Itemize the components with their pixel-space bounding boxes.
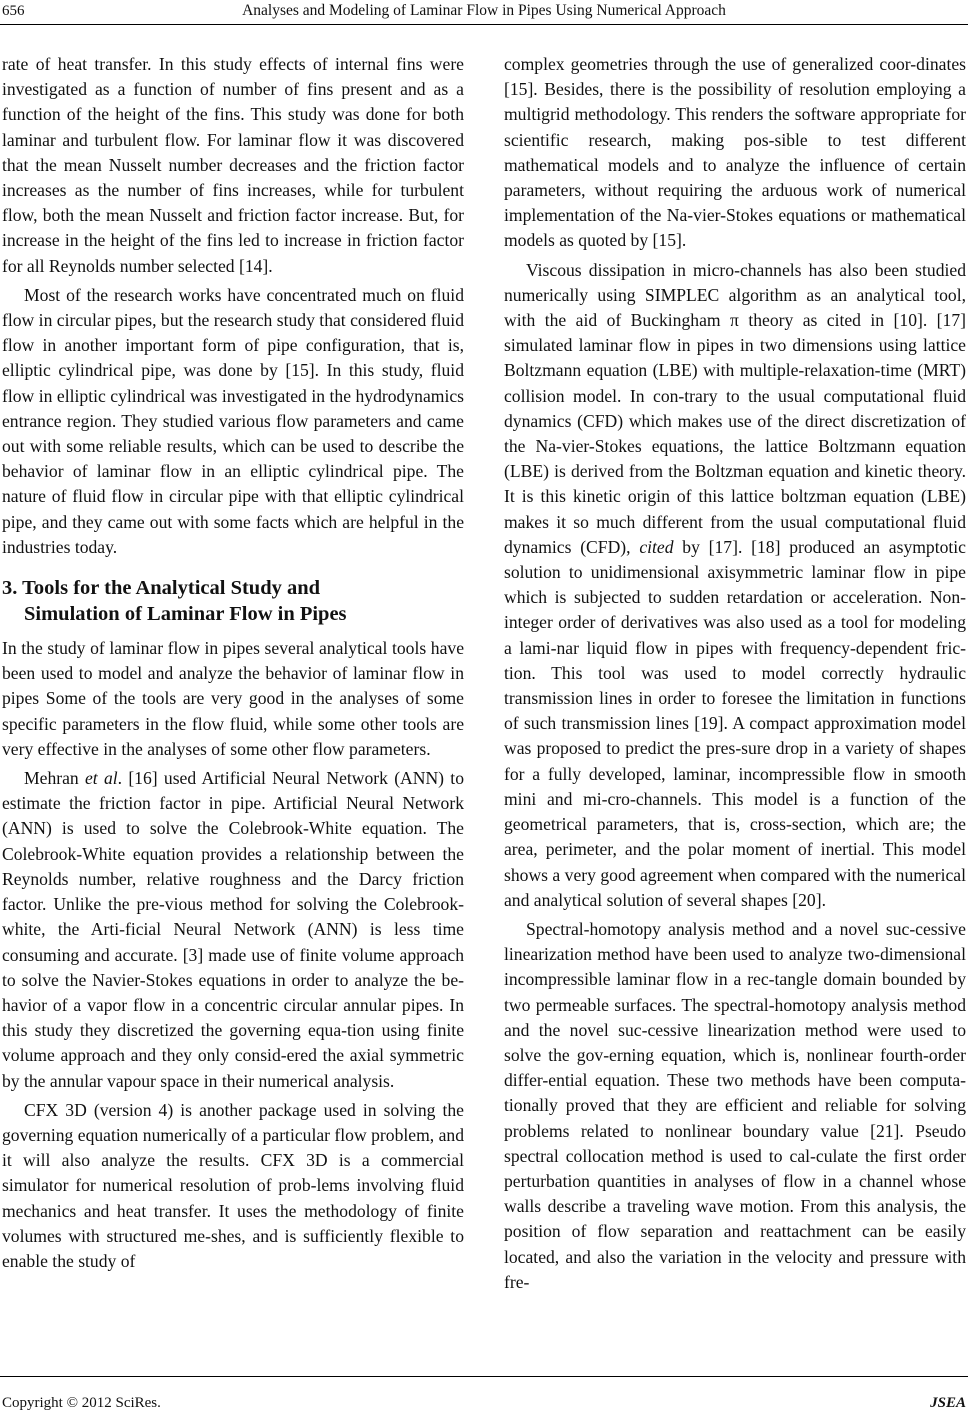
text-run: by [17]. [18] produced an asymptotic solution to unidimensional axisymmetric laminar flow in pipe which is subjected to sudden retardation or acceleration. Non-integer order of derivatives was also used as a tool for modeling a lami-nar liquid flow in pipes with frequency-dependent fric-tion. This tool was used to model correctly hydraulic transmission lines in order to foresee the limitation in functions of such transmission lines [19]. A compact approximation model was proposed to predict the pres-sure drop in a variety of shapes for a fully developed, laminar, incompressible flow in smooth mini and mi-cro-channels. This model is a function of the geometrical parameters, that is, cross-section, which are; the area, perimeter, and the polar moment of inertial. This model shows a very good agreement when compared with the numerical and analytical solution of several shapes [20].: [504, 536, 966, 910]
page-header: [0, 0, 968, 25]
paragraph: In the study of laminar flow in pipes several analytical tools have been used to model and analyze the behavior of laminar flow in pipes Some of the tools are very good in the analyses of some specific parameters in the flow fluid, while some other tools are very effective in the analyses of some other flow parameters.: [2, 638, 464, 759]
right-column: [504, 52, 966, 1295]
section-heading-line-2: Simulation of Laminar Flow in Pipes: [24, 603, 347, 626]
journal-abbreviation: JSEA: [930, 1395, 966, 1411]
paragraph: complex geometries through the use of generalized coor-dinates [15]. Besides, there is the possibility of resolution employing a multigrid methodology. This renders the software appropriate for scientific research, making pos-sible to test different mathematical models and to analyze the influence of certain parameters, without requiring the arduous work of numerical implementation of the Na-vier-Stokes equations or mathematical models as quoted by [15].: [504, 54, 966, 251]
section-heading-line-1: 3. Tools for the Analytical Study and: [2, 577, 321, 600]
paragraph: [504, 258, 966, 913]
page-footer: [0, 1376, 968, 1415]
running-title: Analyses and Modeling of Laminar Flow in Pipes Using Numerical Approach: [242, 2, 726, 19]
text-run: . [16] used Artificial Neural Network (ANN) to estimate the friction factor in pipe. Artificial Neural Network (ANN) is used to solve the Colebrook-White equation. The Colebrook-White equation provides a relationship between the Reynolds number, relative roughness and the Darcy friction factor. Unlike the pre-vious method for solving the Colebrook-white, the Arti-ficial Neural Network (ANN) is less time consuming and accurate. [3] made use of finite volume approach to solve the Navier-Stokes equations in order to analyze the be-havior of a vapor flow in a concentric circular annular pipes. In this study they discretized the governing equa-tion using finite volume approach and they only consid-ered the axial symmetric by the annular vapour space in their numerical analysis.: [2, 768, 464, 1091]
italic-text: cited: [639, 536, 674, 557]
paragraph: rate of heat transfer. In this study effects of internal fins were investigated as a function of number of fins present and as a function of the height of the fins. This study was done for both laminar and turbulent flow. For laminar flow it was discovered that the mean Nusselt number decreases and the friction factor increases as the number of fins increases, while for turbulent flow, both the mean Nusselt and friction factor increase. But, for increase in the height of the fins led to increase in friction factor for all Reynolds number selected [14].: [2, 54, 464, 276]
text-run: Mehran: [24, 768, 85, 789]
copyright-notice: Copyright © 2012 SciRes.: [2, 1395, 161, 1411]
paragraph: Spectral-homotopy analysis method and a novel suc-cessive linearization method have been used to analyze two-dimensional incompressible laminar flow in a rec-tangle domain bounded by two permeable surfaces. The spectral-homotopy analysis method and the novel suc-cessive linearization method were used to solve the gov-erning equation, which is, nonlinear fourth-order differ-ential equation. These two methods have been computa-tionally proved that they are efficient and reliable for solving problems related to nonlinear boundary value [21]. Pseudo spectral collocation method is used to cal-culate the first order perturbation quantities in analyses of flow in a channel whose walls describe a traveling wave motion. From this analysis, the position of flow separation and reattachment can be easily located, and also the variation in the velocity and pressure with fre-: [504, 918, 966, 1292]
paragraph: Most of the research works have concentrated much on fluid flow in circular pipes, but the research study that considered fluid flow in another important form of pipe configuration, that is, elliptic cylindrical pipe, was done by [15]. In this study, fluid flow in elliptic cylindrical was investigated in the hydrodynamics entrance region. They studied various flow parameters and came out with some reliable results, which can be used to describe the behavior of laminar flow in an elliptic cylindrical pipe. The nature of fluid flow in circular pipe with that elliptic cylindrical pipe, and they came out with some facts which are helpful in the industries today.: [2, 284, 464, 557]
paragraph: [2, 766, 464, 1094]
left-column: [2, 52, 464, 1274]
paragraph: CFX 3D (version 4) is another package used in solving the governing equation numerically of a particular flow problem, and it will also analyze the results. CFX 3D is a commercial simulator for numerical resolution of prob-lems involving fluid mechanics and heat transfer. It uses the methodology of finite volumes with structured me-shes, and is sufficiently flexible to enable the study of: [2, 1099, 464, 1271]
italic-text: et al: [85, 768, 118, 789]
section-heading: [2, 575, 464, 627]
page-number: 656: [2, 3, 25, 19]
text-run: Viscous dissipation in micro-channels has also been studied numerically using SIMPLEC algorithm as an analytical tool, with the aid of Buckingham π theory as cited in [10]. [17] simulated laminar flow in pipes in two dimensions using lattice Boltzmann equation (LBE) with multiple-relaxation-time (MRT) collision model. In con-trary to the usual computational fluid dynamics (CFD) which makes use of the direct discretization of the Na-vier-Stokes equations, the lattice Boltzmann equation (LBE) is derived from the Boltzman equation and kinetic theory. It is this kinetic origin of this lattice boltzman equation (LBE) makes it so much different from the usual computational fluid dynamics (CFD),: [504, 259, 966, 557]
